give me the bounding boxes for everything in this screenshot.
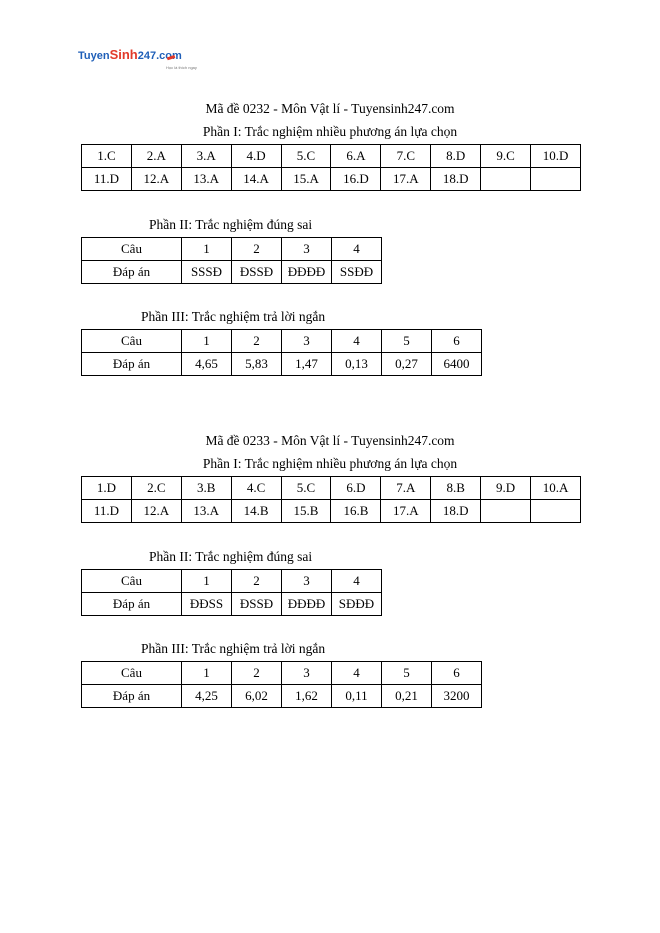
table-cell: 6 [432, 662, 482, 685]
part2-answer-table [81, 569, 382, 616]
table-cell: 6400 [432, 353, 482, 376]
part1-answer-table [81, 476, 581, 523]
part2-title: Phần II: Trắc nghiệm đúng sai [149, 549, 313, 564]
table-cell: 15.A [281, 168, 331, 191]
table-cell: 4.C [231, 477, 281, 500]
part3-answer-table [81, 329, 482, 376]
table-cell: Câu [82, 238, 182, 261]
table-cell: 2 [232, 238, 282, 261]
table-cell: ĐSSĐ [232, 261, 282, 284]
table-cell: 5.C [281, 145, 331, 168]
table-cell: 2 [232, 570, 282, 593]
table-cell: 7.A [381, 477, 431, 500]
table-cell: 17.A [381, 500, 431, 523]
table-cell: 2.A [131, 145, 181, 168]
table-cell: 2.C [131, 477, 181, 500]
table-row [82, 570, 382, 593]
table-cell: 16.D [331, 168, 381, 191]
part2-answer-table [81, 237, 382, 284]
table-cell: Đáp án [82, 593, 182, 616]
table-row [82, 353, 482, 376]
table-cell: 0,11 [332, 685, 382, 708]
table-cell: 10.D [531, 145, 581, 168]
table-cell: 1.D [82, 477, 132, 500]
table-cell: 6.A [331, 145, 381, 168]
table-cell: 3200 [432, 685, 482, 708]
table-cell: 18.D [431, 168, 481, 191]
table-cell: 13.A [181, 168, 231, 191]
part2-title: Phần II: Trắc nghiệm đúng sai [149, 217, 313, 232]
part3-answer-table [81, 661, 482, 708]
table-cell: 5,83 [232, 353, 282, 376]
table-cell: 16.B [331, 500, 381, 523]
table-cell: SSSĐ [182, 261, 232, 284]
table-row [82, 662, 482, 685]
table-cell: 1 [182, 570, 232, 593]
table-cell: 12.A [131, 500, 181, 523]
part1-answer-table [81, 144, 581, 191]
table-cell: 4 [332, 238, 382, 261]
table-row [82, 593, 382, 616]
table-cell: 4 [332, 330, 382, 353]
table-cell: 9.C [481, 145, 531, 168]
table-cell: 4,65 [182, 353, 232, 376]
table-cell: 14.A [231, 168, 281, 191]
table-cell: 1 [182, 238, 232, 261]
table-cell: 5 [382, 330, 432, 353]
table-cell: Đáp án [82, 353, 182, 376]
table-cell: 5.C [281, 477, 331, 500]
table-cell: 1 [182, 330, 232, 353]
table-row [82, 145, 581, 168]
table-cell: 1,47 [282, 353, 332, 376]
table-cell: ĐĐĐĐ [282, 593, 332, 616]
table-row [82, 238, 382, 261]
table-cell: 8.B [431, 477, 481, 500]
table-cell: 12.A [131, 168, 181, 191]
table-cell: 7.C [381, 145, 431, 168]
logo-text-domain: 247.com [137, 50, 182, 62]
table-cell: 17.A [381, 168, 431, 191]
logo-tagline: Học là thích ngay [166, 65, 197, 70]
table-cell: Câu [82, 570, 182, 593]
table-cell: 1 [182, 662, 232, 685]
table-cell: SSĐĐ [332, 261, 382, 284]
table-cell: ĐĐSS [182, 593, 232, 616]
table-cell: Đáp án [82, 685, 182, 708]
table-cell [481, 168, 531, 191]
table-cell: ĐĐĐĐ [282, 261, 332, 284]
table-cell: 3.B [181, 477, 231, 500]
part3-title: Phần III: Trắc nghiệm trả lời ngắn [141, 309, 326, 324]
table-row [82, 261, 382, 284]
table-cell: 4 [332, 662, 382, 685]
table-row [82, 500, 581, 523]
table-cell: 6.D [331, 477, 381, 500]
part3-title: Phần III: Trắc nghiệm trả lời ngắn [141, 641, 326, 656]
table-cell: 3 [282, 330, 332, 353]
table-cell: Đáp án [82, 261, 182, 284]
logo-text-tuyen: Tuyen [78, 50, 110, 62]
table-cell: 2 [232, 662, 282, 685]
table-cell: 11.D [82, 500, 132, 523]
table-cell: 10.A [531, 477, 581, 500]
table-cell: 4 [332, 570, 382, 593]
table-cell: 3 [282, 570, 332, 593]
part1-title: Phần I: Trắc nghiệm nhiều phương án lựa chọn [202, 456, 458, 471]
table-cell [481, 500, 531, 523]
table-cell [531, 500, 581, 523]
exam-title: Mã đề 0232 - Môn Vật lí - Tuyensinh247.com [205, 101, 455, 116]
table-cell: 18.D [431, 500, 481, 523]
table-cell: Câu [82, 330, 182, 353]
table-cell: 2 [232, 330, 282, 353]
table-cell: 0,27 [382, 353, 432, 376]
table-row [82, 685, 482, 708]
table-cell: 8.D [431, 145, 481, 168]
table-cell: 3.A [181, 145, 231, 168]
table-cell: 3 [282, 238, 332, 261]
table-cell: 0,21 [382, 685, 432, 708]
table-cell [531, 168, 581, 191]
table-cell: 14.B [231, 500, 281, 523]
table-cell: 4.D [231, 145, 281, 168]
table-row [82, 330, 482, 353]
table-cell: 13.A [181, 500, 231, 523]
part1-title: Phần I: Trắc nghiệm nhiều phương án lựa chọn [202, 124, 458, 139]
exam-title: Mã đề 0233 - Môn Vật lí - Tuyensinh247.com [205, 433, 455, 448]
table-cell: 5 [382, 662, 432, 685]
table-cell: 6,02 [232, 685, 282, 708]
table-cell: 1,62 [282, 685, 332, 708]
table-cell: SĐĐĐ [332, 593, 382, 616]
table-cell: 0,13 [332, 353, 382, 376]
table-cell: 15.B [281, 500, 331, 523]
table-row [82, 168, 581, 191]
table-cell: 1.C [82, 145, 132, 168]
table-cell: 4,25 [182, 685, 232, 708]
table-cell: 11.D [82, 168, 132, 191]
table-cell: Câu [82, 662, 182, 685]
table-row [82, 477, 581, 500]
table-cell: ĐSSĐ [232, 593, 282, 616]
table-cell: 3 [282, 662, 332, 685]
table-cell: 6 [432, 330, 482, 353]
logo-text-sinh: Sinh [109, 47, 138, 62]
table-cell: 9.D [481, 477, 531, 500]
